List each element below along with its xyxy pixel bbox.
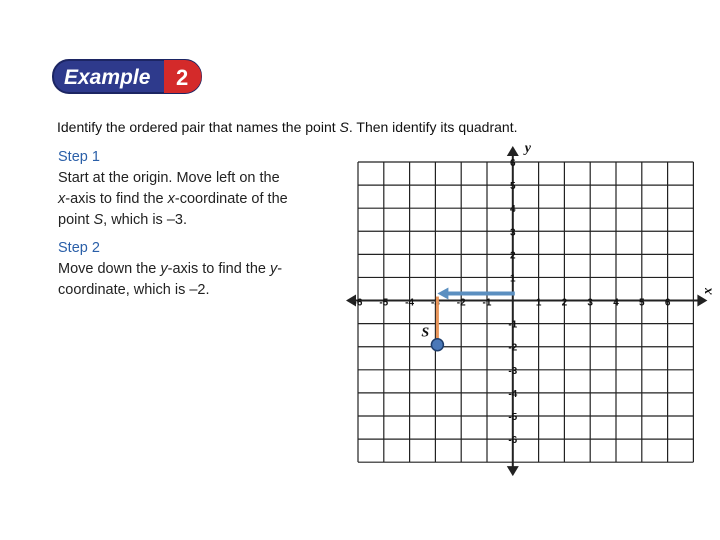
- y-tick-label: 4: [510, 204, 516, 216]
- text-fragment: Move down the: [58, 261, 161, 277]
- coordinate-grid: [336, 136, 716, 458]
- y-tick-label: 5: [510, 181, 516, 193]
- question-prefix: Identify the ordered pair that names the point: [57, 119, 340, 135]
- x-tick-label: 3: [587, 297, 593, 309]
- text-fragment: -axis to find the: [167, 261, 270, 277]
- step-1-line-3: [58, 210, 336, 231]
- y-tick-label: 2: [510, 250, 516, 262]
- point-s-label: S: [421, 325, 430, 341]
- y-tick-label: -6: [508, 435, 518, 447]
- y-tick-label: 1: [510, 273, 516, 285]
- text-fragment: -coordinate of the: [174, 191, 288, 207]
- step-2-line-1: [58, 259, 336, 280]
- x-tick-label: 5: [639, 297, 645, 309]
- question-point: S: [339, 119, 349, 135]
- y-tick-label: -4: [508, 388, 518, 400]
- var-x: x: [167, 191, 175, 207]
- step-2-heading: Step 2: [58, 240, 100, 256]
- step-1-line-2: [58, 189, 336, 210]
- x-tick-label: 6: [664, 297, 671, 309]
- text-fragment: point: [58, 212, 94, 228]
- x-tick-label: 2: [561, 297, 568, 309]
- var-y: y: [160, 261, 168, 277]
- x-tick-label: -4: [405, 297, 415, 309]
- step-2: [58, 238, 336, 301]
- y-tick-label: 6: [510, 158, 516, 169]
- var-y: y: [269, 261, 278, 277]
- step-1-line-1: Start at the origin. Move left on the: [58, 170, 280, 186]
- example-badge: [52, 59, 202, 94]
- badge-word: Example: [64, 66, 151, 89]
- step-2-line-2: coordinate, which is –2.: [58, 282, 210, 298]
- y-tick-label: 3: [510, 227, 516, 239]
- x-axis-arrow-right: [697, 295, 707, 307]
- x-tick-label: -3: [430, 297, 440, 309]
- x-tick-label: 1: [535, 297, 542, 309]
- x-tick-label: -5: [379, 297, 389, 309]
- x-tick-label: -6: [353, 297, 363, 309]
- y-tick-label: -1: [508, 319, 518, 331]
- y-tick-label: -5: [508, 412, 518, 424]
- var-s: S: [93, 212, 104, 228]
- y-axis-arrow-down: [507, 466, 519, 476]
- text-fragment: -axis to find the: [65, 191, 168, 207]
- text-fragment: , which is –3.: [103, 212, 187, 228]
- y-tick-label: -2: [508, 342, 518, 354]
- question-text: [57, 119, 517, 135]
- question-suffix: . Then identify its quadrant.: [348, 119, 518, 135]
- x-tick-label: -2: [456, 297, 466, 309]
- y-tick-label: -3: [508, 365, 518, 377]
- badge-number: 2: [176, 65, 189, 90]
- x-tick-label: 4: [613, 297, 619, 309]
- var-x: x: [58, 191, 66, 207]
- point-s-marker: [431, 339, 443, 351]
- y-axis-arrow-up: [507, 146, 519, 156]
- x-axis-label: x: [700, 287, 716, 295]
- text-fragment: -: [277, 261, 283, 277]
- y-axis-label: y: [524, 141, 532, 156]
- x-tick-label: -1: [482, 297, 492, 309]
- step-1: [58, 147, 336, 231]
- step-1-heading: Step 1: [58, 149, 100, 165]
